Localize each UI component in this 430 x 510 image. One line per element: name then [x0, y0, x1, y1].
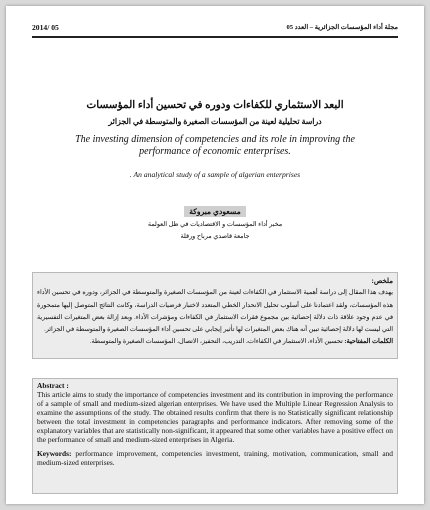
english-abstract-label: Abstract :: [37, 381, 69, 390]
author-name: مسعودي مبروكة: [184, 206, 246, 217]
journal-name: مجلة أداء المؤسسات الجزائرية – العدد 05: [286, 24, 398, 31]
issue-year: 2014/ 05: [32, 23, 59, 32]
arabic-subtitle: دراسة تحليلية لعينة من المؤسسات الصغيرة والمتوسطة في الجزائر: [108, 117, 322, 126]
arabic-abstract: [32, 272, 398, 359]
running-header: [32, 22, 398, 38]
english-keywords: [37, 449, 393, 467]
english-abstract: [32, 378, 398, 494]
arabic-keywords: [37, 336, 393, 348]
paper-page: [6, 6, 424, 504]
arabic-title: البعد الاستثماري للكفاءات ودوره في تحسين أداء المؤسسات: [86, 100, 344, 111]
english-title: The investing dimension of competencies and its role in improving the performance of economic enterprises.: [75, 134, 355, 157]
arabic-keywords-label: الكلمات المفتاحية:: [344, 338, 393, 346]
english-keywords-label: Keywords:: [37, 449, 72, 458]
english-abstract-text: This article aims to study the importance of competencies investment and its contribution in improving the performance of a sample of small and medium-sized algerian enterprises. We have used the Multiple Linear Regression Analysis to examine the assumptions of the study. The obtained results confirm that there is no Statistically significant relationship between the total investment in competencies paragraphs and performance indicators. After removing some of the explanatory variables that are statistically non-significant, it appeared that some other variables have a positive effect on the performance of small and medium-sized enterprises in Algeria.: [37, 390, 393, 444]
author-block: [126, 201, 304, 249]
arabic-abstract-text: يهدف هذا المقال إلى دراسة أهمية الاستثمار في الكفاءات لعينة من المؤسسات الصغيرة والمتوسطة في الجزائر، ودوره في تحسين الأداء هذه المؤسسات، ولقد اعتمادنا على أسلوب تحليل الانحدار الخطي المتعدد لاختبار فرضيات الدراسة، وكانت النتائج المتوصل إليها متمحورة في عدم وجود علاقة ذات دلالة إحصائية بين مجموع فقرات الاستثمار في الكفاءات ومؤشرات الأداء. وبعد إزالة بعض المتغيرات التفسيرية التي ليست لها دلالة إحصائية تبين أنه هناك بعض المتغيرات لها تأثير إيجابي على تحسين أداء المؤسسات الصغيرة والمتوسطة في الجزائر.: [37, 289, 393, 334]
author-affiliation-lab: مخبر أداء المؤسسات و الاقتصاديات في ظل العولمة: [147, 221, 283, 228]
arabic-keywords-text: تحسين الأداء، الاستثمار في الكفاءات، التدريب، التحفيز، الاتصال، المؤسسات الصغيرة والمتوسطة.: [89, 338, 343, 346]
author-affiliation-university: جامعة قاصدي مرباح ورقلة: [180, 233, 250, 240]
arabic-abstract-label: ملخص:: [371, 277, 393, 285]
english-subtitle: . An analytical study of a sample of algerian enterprises: [129, 170, 301, 179]
english-keywords-text: performance improvement, competencies investment, training, motivation, communication, small and medium-sized enterprises.: [37, 449, 393, 467]
